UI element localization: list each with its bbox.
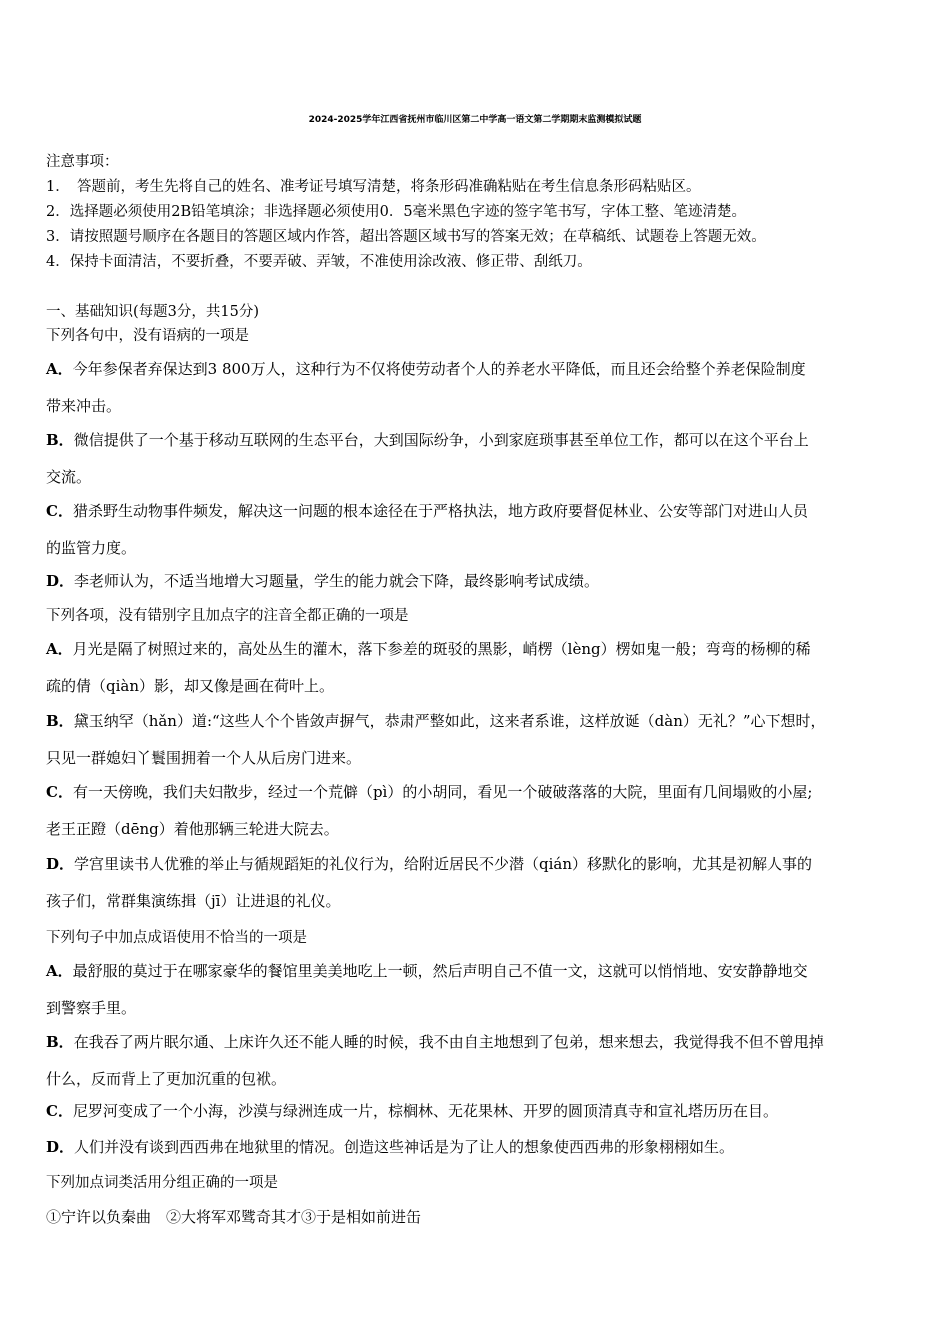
option-text: 在我吞了两片眠尔通、上床许久还不能人睡的时候，我不由自主地想到了包弟，想来想去，我觉得我不但不曾甩掉	[73, 1033, 824, 1051]
notice-item: 4．保持卡面清洁，不要折叠，不要弄破、弄皱，不准使用涂改液、修正带、刮纸刀。	[46, 254, 592, 270]
option-text: 微信提供了一个基于移动互联网的生态平台，大到国际纷争，小到家庭琐事甚至单位工作，都可以在这个平台上	[73, 431, 809, 449]
option-A	[46, 359, 916, 379]
option-label: A．	[46, 962, 73, 980]
option-A	[46, 639, 916, 659]
question-stem: 下列各项，没有错别字且加点字的注音全都正确的一项是	[46, 608, 409, 624]
option-text: 月光是隔了树照过来的，高处丛生的灌木，落下参差的斑驳的黑影，峭楞（lèng）楞如鬼一般；弯弯的杨柳的稀	[72, 640, 811, 658]
notice-item: 2．选择题必须使用2B铅笔填涂；非选择题必须使用0．5毫米黑色字迹的签字笔书写，字体工整、笔迹清楚。	[46, 204, 747, 220]
option-label: D．	[46, 855, 75, 873]
question-stem: 下列句子中加点成语使用不恰当的一项是	[46, 930, 307, 946]
option-label: C．	[46, 502, 73, 520]
option-B	[46, 711, 916, 731]
option-C	[46, 1101, 916, 1121]
option-text: 有一天傍晚，我们夫妇散步，经过一个荒僻（pì）的小胡同，看见一个破破落落的大院，里面有几间塌败的小屋;	[72, 783, 813, 801]
option-D	[46, 571, 916, 591]
option-D	[46, 854, 916, 874]
option-continuation: 什么，反而背上了更加沉重的包袱。	[46, 1070, 287, 1088]
section-heading: 一、基础知识(每题3分，共15分)	[46, 304, 259, 320]
option-B	[46, 430, 916, 450]
question-stem: 下列加点词类活用分组正确的一项是	[46, 1175, 278, 1191]
option-text: 最舒服的莫过于在哪家豪华的餐馆里美美地吃上一顿，然后声明自己不值一文，这就可以悄悄地、安安静静地交	[72, 962, 808, 980]
option-text: 人们并没有谈到西西弗在地狱里的情况。创造这些神话是为了让人的想象使西西弗的形象栩栩如生。	[74, 1138, 735, 1156]
notice-heading: 注意事项：	[46, 154, 119, 170]
option-label: A．	[46, 360, 73, 378]
option-label: D．	[46, 1138, 75, 1156]
option-A	[46, 961, 916, 981]
question-items: ①宁许以负秦曲 ②大将军邓骘奇其才③于是相如前进缶	[46, 1208, 422, 1226]
option-text: 尼罗河变成了一个小海，沙漠与绿洲连成一片，棕榈林、无花果林、开罗的圆顶清真寺和宣礼塔历历在目。	[72, 1102, 778, 1120]
option-continuation: 带来冲击。	[46, 397, 122, 415]
option-continuation: 只见一群媳妇丫鬟围拥着一个人从后房门进来。	[46, 749, 362, 767]
option-continuation: 到警察手里。	[46, 999, 137, 1017]
page-title: 2024-2025学年江西省抚州市临川区第二中学高一语文第二学期期末监测模拟试题	[308, 115, 642, 125]
notice-item: 3．请按照题号顺序在各题目的答题区域内作答，超出答题区域书写的答案无效；在草稿纸、试题卷上答题无效。	[46, 229, 766, 245]
option-text: 黛玉纳罕（hǎn）道:“这些人个个皆敛声摒气，恭肃严整如此，这来者系谁，这样放诞（dàn）无礼？”心下想时，	[73, 712, 826, 730]
option-continuation: 交流。	[46, 468, 92, 486]
option-label: D．	[46, 572, 75, 590]
option-B	[46, 1032, 916, 1052]
option-label: A．	[46, 640, 73, 658]
option-text: 今年参保者弃保达到3 800万人，这种行为不仅将使劳动者个人的养老水平降低，而且还会给整个养老保险制度	[72, 360, 806, 378]
option-C	[46, 501, 916, 521]
option-text: 李老师认为，不适当地增大习题量，学生的能力就会下降，最终影响考试成绩。	[74, 572, 600, 590]
option-continuation: 的监管力度。	[46, 539, 137, 557]
option-C	[46, 782, 916, 802]
option-label: B．	[46, 1033, 74, 1051]
option-text: 学宫里读书人优雅的举止与循规蹈矩的礼仪行为，给附近居民不少潜（qián）移默化的影响，尤其是初解人事的	[74, 855, 813, 873]
option-label: B．	[46, 431, 74, 449]
notice-item: 1． 答题前，考生先将自己的姓名、准考证号填写清楚，将条形码准确粘贴在考生信息条形码粘贴区。	[46, 179, 701, 195]
question-stem: 下列各句中，没有语病的一项是	[46, 328, 249, 344]
option-continuation: 老王正蹬（dēng）着他那辆三轮进大院去。	[46, 820, 339, 838]
option-label: B．	[46, 712, 74, 730]
option-label: C．	[46, 783, 73, 801]
option-D	[46, 1137, 916, 1157]
option-label: C．	[46, 1102, 73, 1120]
option-text: 猎杀野生动物事件频发，解决这一问题的根本途径在于严格执法，地方政府要督促林业、公安等部门对进山人员	[72, 502, 808, 520]
option-continuation: 孩子们，常群集演练揖（jī）让进退的礼仪。	[46, 892, 341, 910]
option-continuation: 疏的倩（qiàn）影，却又像是画在荷叶上。	[46, 677, 335, 695]
